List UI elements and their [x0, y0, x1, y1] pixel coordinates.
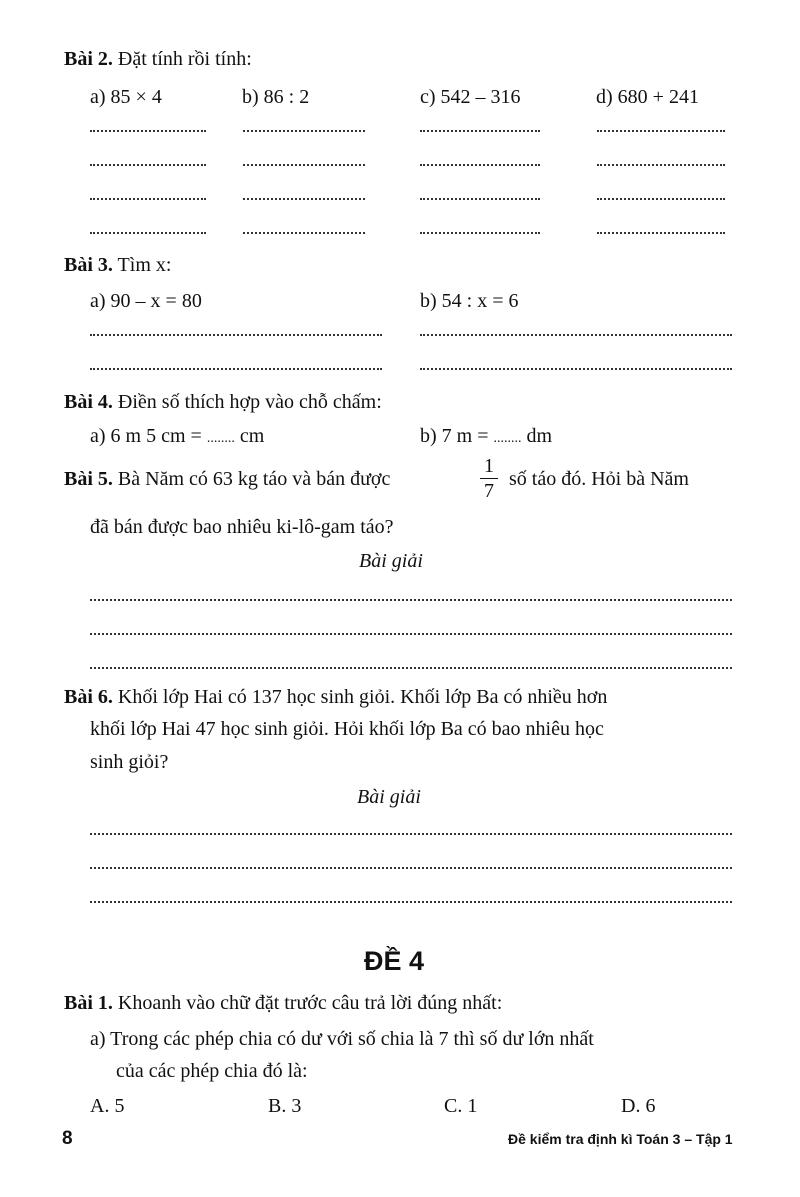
bai6-line1: [64, 684, 607, 710]
fraction-denominator: 7: [484, 480, 494, 502]
answer-line: [90, 334, 382, 336]
bai4-prompt: Điền số thích hợp vào chỗ chấm:: [117, 391, 382, 413]
answer-line: [597, 232, 725, 234]
bai4-b-unit: dm: [521, 425, 553, 447]
bai6-line2: khối lớp Hai 47 học sinh giỏi. Hỏi khối lớp Ba có bao nhiêu học: [90, 718, 604, 740]
bai4-label: Bài 4.: [64, 391, 113, 413]
answer-line: [243, 130, 365, 132]
bai5-text-before: Bà Năm có 63 kg táo và bán được: [117, 468, 391, 490]
answer-line: [597, 198, 725, 200]
bai4-item-a: [90, 423, 264, 452]
answer-line: [420, 368, 732, 370]
bai5-line1: [64, 466, 390, 492]
bai5-solution-heading: Bài giải: [359, 550, 423, 572]
page-number: 8: [62, 1128, 73, 1149]
bai3-item-a: a) 90 – x = 80: [90, 290, 202, 312]
answer-line: [90, 901, 732, 903]
bai2-label: Bài 2.: [64, 48, 113, 70]
de4-bai1-header: [64, 990, 502, 1016]
answer-line: [90, 599, 732, 601]
bai4-b-text: b) 7 m =: [420, 425, 494, 447]
bai2-item-d: d) 680 + 241: [596, 86, 699, 108]
bai2-item-a: a) 85 × 4: [90, 86, 162, 108]
answer-line: [597, 130, 725, 132]
de4-title: ĐỀ 4: [364, 946, 425, 976]
fill-blank: ........: [206, 431, 235, 446]
bai3-prompt: Tìm x:: [117, 254, 172, 276]
answer-line: [90, 130, 206, 132]
answer-line: [90, 198, 206, 200]
option-d: D. 6: [621, 1095, 656, 1117]
option-b: B. 3: [268, 1095, 302, 1117]
bai3-label: Bài 3.: [64, 254, 113, 276]
answer-line: [420, 334, 732, 336]
bai4-a-unit: cm: [234, 425, 265, 447]
fraction-one-seventh: [477, 455, 501, 502]
answer-line: [90, 633, 732, 635]
answer-line: [243, 232, 365, 234]
answer-line: [420, 164, 540, 166]
fill-blank: ........: [493, 431, 522, 446]
answer-line: [90, 232, 206, 234]
answer-line: [90, 667, 732, 669]
answer-line: [90, 867, 732, 869]
option-a: A. 5: [90, 1095, 125, 1117]
answer-line: [90, 833, 732, 835]
answer-line: [243, 164, 365, 166]
bai6-label: Bài 6.: [64, 686, 113, 708]
answer-line: [420, 232, 540, 234]
de4-bai1-prompt: Khoanh vào chữ đặt trước câu trả lời đúng nhất:: [117, 992, 503, 1014]
bai5-label: Bài 5.: [64, 468, 113, 490]
bai2-header: [64, 46, 252, 72]
fraction-bar: [480, 478, 498, 479]
de4-question-a-line2: của các phép chia đó là:: [116, 1060, 308, 1082]
answer-line: [90, 164, 206, 166]
bai3-header: [64, 252, 171, 278]
bai5-text-after: số táo đó. Hỏi bà Năm: [509, 468, 689, 490]
bai6-text-line1: Khối lớp Hai có 137 học sinh giỏi. Khối lớp Ba có nhiều hơn: [117, 686, 608, 708]
bai2-item-b: b) 86 : 2: [242, 86, 310, 108]
answer-line: [243, 198, 365, 200]
answer-line: [90, 368, 382, 370]
bai4-item-b: [420, 423, 552, 452]
bai2-prompt: Đặt tính rồi tính:: [117, 48, 252, 70]
option-c: C. 1: [444, 1095, 478, 1117]
fraction-numerator: 1: [484, 455, 494, 477]
de4-question-a-line1: a) Trong các phép chia có dư với số chia là 7 thì số dư lớn nhất: [90, 1028, 594, 1050]
bai2-item-c: c) 542 – 316: [420, 86, 521, 108]
answer-line: [597, 164, 725, 166]
bai6-line3: sinh giỏi?: [90, 751, 169, 773]
bai4-header: [64, 389, 382, 415]
answer-line: [420, 198, 540, 200]
bai3-item-b: b) 54 : x = 6: [420, 290, 519, 312]
footer-book-title: Đề kiểm tra định kì Toán 3 – Tập 1: [508, 1131, 733, 1147]
bai5-line2: đã bán được bao nhiêu ki-lô-gam táo?: [90, 516, 394, 538]
answer-line: [420, 130, 540, 132]
bai4-a-text: a) 6 m 5 cm =: [90, 425, 207, 447]
de4-bai1-label: Bài 1.: [64, 992, 113, 1014]
bai6-solution-heading: Bài giải: [357, 786, 421, 808]
